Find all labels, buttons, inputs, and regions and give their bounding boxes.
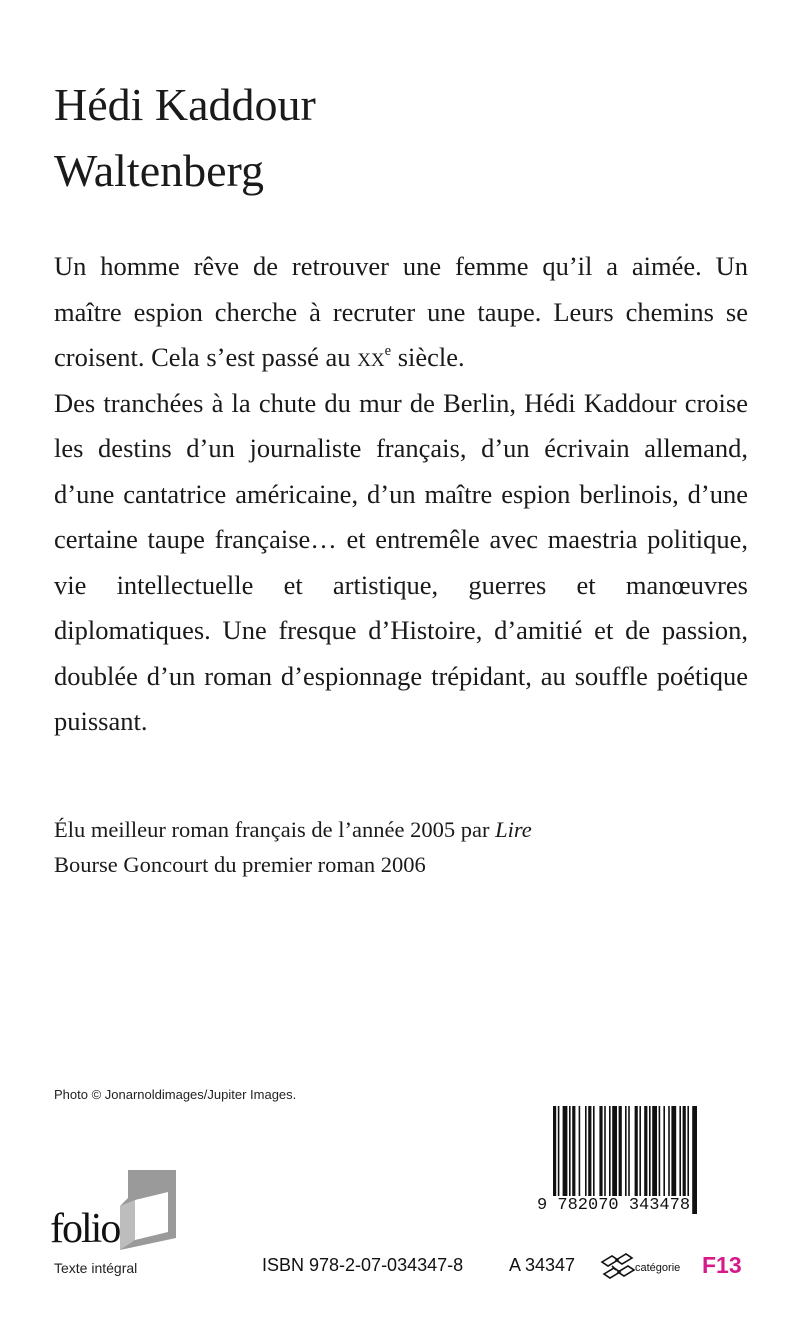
article-number: A 34347 bbox=[509, 1255, 576, 1275]
blurb-text-1a: Un homme rêve de retrouver une femme qu’il a aimée. Un maître espion cherche à recruter une taupe. Leurs chemins se croisent. Cela s’est passé au bbox=[54, 251, 748, 372]
prizes bbox=[54, 812, 532, 882]
blurb-text-1b: siècle. bbox=[391, 342, 465, 372]
prize-lire bbox=[54, 812, 532, 847]
barcode-number: 9 782070 343478 bbox=[537, 1196, 691, 1215]
category-label: catégorie bbox=[635, 1262, 681, 1274]
century-suffix: e bbox=[384, 343, 392, 360]
prize-lire-text: Élu meilleur roman français de l’année 2005 par bbox=[54, 817, 496, 842]
back-cover-blurb bbox=[54, 244, 748, 745]
blurb-paragraph-2: Des tranchées à la chute du mur de Berlin, Hédi Kaddour croise les destins d’un journaliste français, d’un écrivain allemand, d’une cantatrice américaine, d’un maître espion berlinois, d’une certaine taupe française… et entremêle avec maestria politique, vie intellectuelle et artistique, guerres et manœuvres diplomatiques. Une fresque d’Histoire, d’amitié et de passion, doublée d’un roman d’espionnage trépidant, au souffle poétique puissant. bbox=[54, 387, 748, 736]
blurb-paragraph-1 bbox=[54, 244, 748, 381]
isbn: ISBN 978-2-07-034347-8 bbox=[262, 1255, 464, 1275]
photo-credit: Photo © Jonarnoldimages/Jupiter Images. bbox=[54, 1087, 297, 1102]
folio-logo-text: folio bbox=[50, 1206, 120, 1252]
prize-goncourt: Bourse Goncourt du premier roman 2006 bbox=[54, 852, 426, 877]
century-numeral: xx bbox=[357, 342, 385, 372]
folio-logo bbox=[50, 1170, 190, 1250]
category-code: F13 bbox=[702, 1252, 742, 1278]
texte-integral: Texte intégral bbox=[54, 1260, 138, 1276]
book-title: Waltenberg bbox=[54, 145, 265, 196]
author-name: Hédi Kaddour bbox=[54, 79, 316, 130]
prize-lire-magazine: Lire bbox=[495, 817, 532, 842]
category-books-icon bbox=[598, 1252, 636, 1282]
barcode-digits bbox=[536, 1196, 746, 1215]
